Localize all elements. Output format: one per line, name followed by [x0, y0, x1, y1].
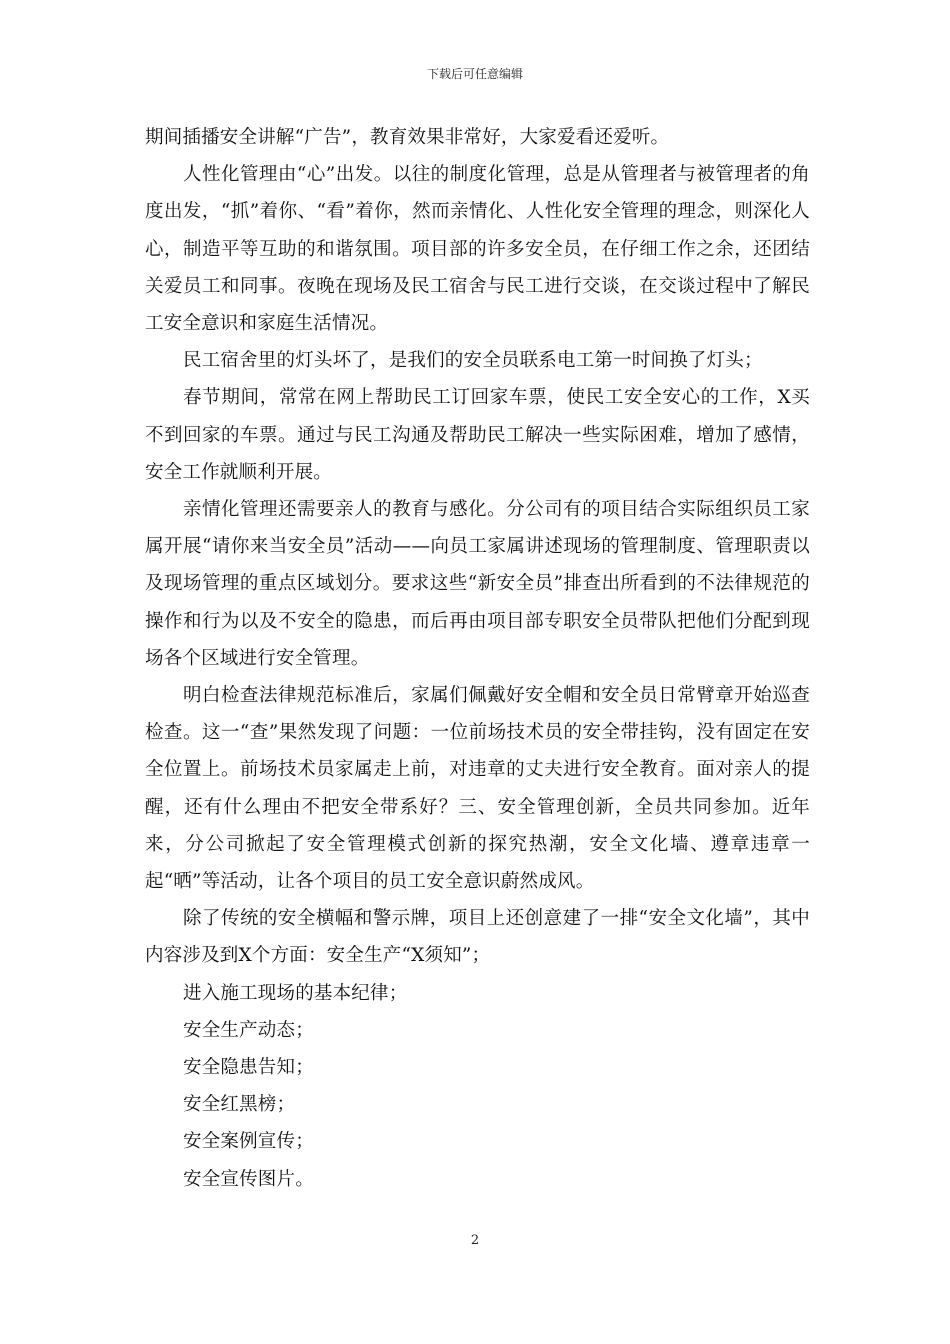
list-item: 安全红黑榜；	[183, 1094, 296, 1116]
paragraph: 除了传统的安全横幅和警示牌，项目上还创意建了一排“安全文化墙”，其中内容涉及到X个方面：安全生产“X须知”；	[145, 908, 810, 967]
list-item: 进入施工现场的基本纪律；	[183, 982, 408, 1004]
list-item: 安全宣传图片。	[183, 1168, 314, 1190]
list-item: 安全隐患告知；	[183, 1057, 314, 1079]
paragraph: 明白检查法律规范标准后，家属们佩戴好安全帽和安全员日常臂章开始巡查检查。这一“查”果然发现了问题：一位前场技术员的安全带挂钩，没有固定在安全位置上。前场技术员家属走上前，对违章的丈夫进行安全教育。面对亲人的提醒，还有什么理由不把安全带系好？三、安全管理创新，全员共同参加。近年来，分公司掀起了安全管理模式创新的探究热潮，安全文化墙、遵章违章一起“晒”等活动，让各个项目的员工安全意识蔚然成风。	[145, 685, 810, 893]
page-header: 下载后可任意编辑	[426, 67, 523, 81]
paragraph: 春节期间，常常在网上帮助民工订回家车票，使民工安全安心的工作，X买不到回家的车票。通过与民工沟通及帮助民工解决一些实际困难，增加了感情，安全工作就顺利开展。	[145, 387, 810, 483]
list-item: 安全案例宣传；	[183, 1131, 314, 1153]
paragraph: 民工宿舍里的灯头坏了，是我们的安全员联系电工第一时间换了灯头；	[183, 350, 763, 372]
paragraph: 人性化管理由“心”出发。以往的制度化管理，总是从管理者与被管理者的角度出发，“抓”着你、“看”着你，然而亲情化、人性化安全管理的理念，则深化人心，制造平等互助的和谐氛围。项目部的许多安全员，在仔细工作之余，还团结关爱员工和同事。夜晚在现场及民工宿舍与民工进行交谈，在交谈过程中了解民工安全意识和家庭生活情况。	[145, 164, 810, 335]
document-body	[145, 119, 810, 1198]
page-number: 2	[470, 1233, 480, 1248]
paragraph: 亲情化管理还需要亲人的教育与感化。分公司有的项目结合实际组织员工家属开展“请你来当安全员”活动——向员工家属讲述现场的管理制度、管理职责以及现场管理的重点区域划分。要求这些“新安全员”排查出所看到的不法律规范的操作和行为以及不安全的隐患，而后再由项目部专职安全员带队把他们分配到现场各个区域进行安全管理。	[145, 499, 810, 669]
list-item: 安全生产动态；	[183, 1019, 314, 1041]
paragraph: 期间插播安全讲解“广告”，教育效果非常好，大家爱看还爱听。	[145, 127, 670, 148]
